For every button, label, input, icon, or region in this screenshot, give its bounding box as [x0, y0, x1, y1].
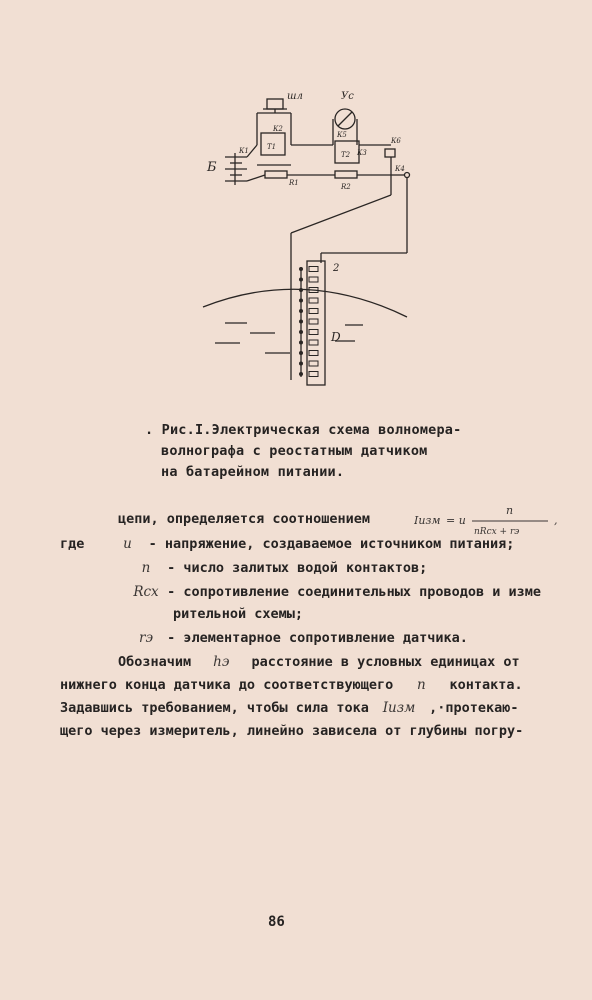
text-fragment: Обозначим	[118, 654, 192, 670]
switch-k6	[385, 149, 395, 157]
label-r2: R2	[341, 183, 351, 191]
text-line	[133, 627, 592, 649]
formula-lhs: Iизм	[414, 514, 441, 527]
sensor-contact	[299, 372, 303, 376]
text-line	[60, 720, 560, 742]
label-t2: Т2	[341, 151, 351, 159]
sensor-contact	[299, 299, 303, 303]
sensor-contact	[299, 320, 303, 324]
text-fragment: Задавшись требованием, чтобы сила тока	[60, 700, 369, 716]
text-fragment: ,·протекаю-	[429, 700, 519, 716]
label-k3: К3	[357, 149, 367, 157]
caption-line-1: . Рис.I.Электрическая схема волномера-	[145, 422, 462, 438]
text-fragment: - сопротивление соединительных проводов и изме	[167, 584, 542, 600]
formula-denominator: nRсх + rэ	[474, 527, 520, 537]
symbol-i: Iизм	[382, 700, 416, 716]
text-fragment: где	[60, 536, 85, 552]
sensor-contact	[299, 341, 303, 345]
text-line	[173, 603, 592, 625]
sensor-resistor	[309, 361, 318, 366]
text-line	[133, 557, 592, 579]
sensor-resistor	[309, 351, 318, 356]
symbol-re: rэ	[138, 630, 153, 646]
symbol-u: u	[123, 536, 132, 552]
sensor-resistor	[309, 330, 318, 335]
text-fragment: контакта.	[449, 677, 523, 693]
text-fragment: - напряжение, создаваемое источником питания;	[148, 536, 515, 552]
label-k2: К2	[273, 125, 283, 133]
sensor-resistor	[309, 277, 318, 282]
text-fragment: - элементарное сопротивление датчика.	[167, 630, 468, 646]
sensor-resistor	[309, 340, 318, 345]
label-k5: К5	[337, 131, 347, 139]
text-line	[133, 581, 592, 603]
terminal	[405, 173, 410, 178]
sensor-contact	[299, 278, 303, 282]
sensor-contact	[299, 351, 303, 355]
label-k1: К1	[239, 147, 249, 155]
label-2: 2	[333, 263, 340, 274]
label-k4: К4	[395, 165, 405, 173]
symbol-rcx: Rсх	[133, 584, 159, 600]
caption-line-3: на батарейном питании.	[161, 464, 345, 480]
sensor-contact	[299, 330, 303, 334]
formula-eq: = u	[446, 514, 466, 527]
sensor-contact	[299, 309, 303, 313]
text-line	[60, 533, 560, 555]
symbol-h: hэ	[213, 654, 230, 670]
resistor-r2	[335, 171, 357, 178]
sensor-contact	[299, 267, 303, 271]
wire	[291, 195, 391, 233]
page-number: 86	[268, 914, 285, 930]
text-fragment: расстояние в условных единицах от	[251, 654, 520, 670]
label-r1: R1	[289, 179, 299, 187]
text-line	[60, 674, 560, 696]
label-shl: шл	[287, 91, 303, 102]
label-b: Б	[207, 160, 217, 175]
text-fragment: щего через измеритель, линейно зависела от глубины погру-	[60, 723, 524, 739]
sensor-resistor	[309, 319, 318, 324]
formula-numerator: n	[506, 504, 514, 517]
resistor-r1	[265, 171, 287, 178]
sensor-resistor	[309, 309, 318, 314]
label-k6: К6	[391, 137, 401, 145]
text-line	[118, 508, 418, 530]
water-surface	[203, 289, 407, 317]
text-fragment: нижнего конца датчика до соответствующего	[60, 677, 394, 693]
text-line	[60, 697, 560, 719]
figure-caption	[145, 420, 485, 483]
symbol-n: n	[417, 677, 426, 693]
text-fragment: цепи, определяется соотношением	[118, 511, 370, 527]
caption-line-2: волнографа с реостатным датчиком	[161, 443, 428, 459]
sensor-resistor	[309, 372, 318, 377]
device-needle	[338, 112, 352, 126]
text-fragment: рительной схемы;	[173, 606, 304, 622]
sensor-resistor	[309, 298, 318, 303]
text-line	[118, 651, 592, 673]
symbol-n: n	[141, 560, 151, 576]
sensor-contact	[299, 288, 303, 292]
text-fragment: - число залитых водой контактов;	[167, 560, 428, 576]
sensor-resistor	[309, 267, 318, 272]
label-us: Ус	[341, 91, 354, 102]
sensor-contact	[299, 362, 303, 366]
bell-symbol	[267, 99, 283, 109]
formula-comma: ,	[554, 514, 558, 527]
label-d: D	[331, 330, 341, 344]
circuit-diagram	[195, 85, 425, 395]
wire	[247, 175, 265, 181]
label-t1: Т1	[267, 143, 277, 151]
